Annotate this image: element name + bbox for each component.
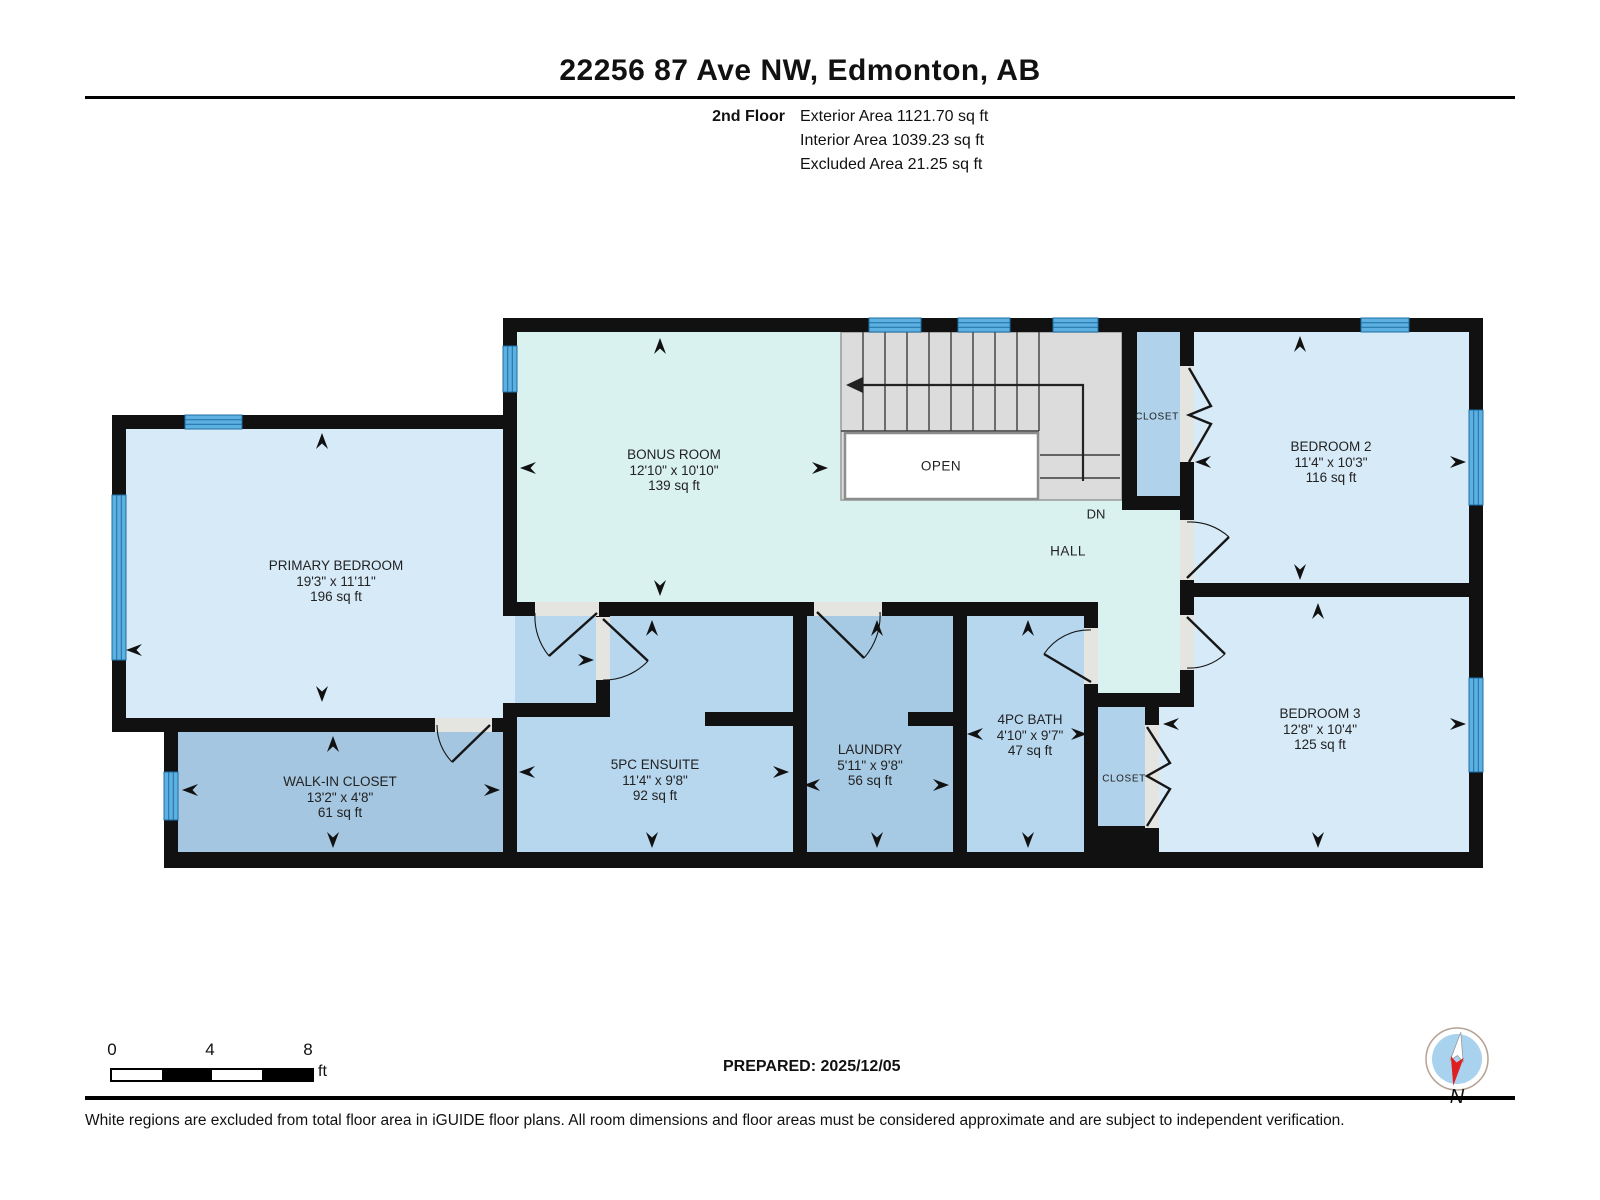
stairs: [841, 332, 1122, 500]
scale-segment: [162, 1070, 212, 1080]
room-dims: 5'11" x 9'8": [837, 757, 903, 773]
room-label-ensuite: [611, 757, 700, 804]
room-label-bath: [997, 712, 1064, 759]
room-dims: 11'4" x 9'8": [622, 772, 688, 788]
scale-segment: [112, 1070, 162, 1080]
room-label-bonus-room: [627, 447, 721, 494]
exterior-area: Exterior Area 1121.70 sq ft: [800, 108, 989, 125]
room-dims: 4'10" x 9'7": [996, 727, 1064, 743]
room-label-bedroom-3: [1279, 706, 1360, 753]
room-area: 196 sq ft: [310, 588, 362, 604]
room-name: 4PC BATH: [997, 711, 1063, 727]
room-area: 61 sq ft: [317, 804, 363, 820]
room-name: WALK-IN CLOSET: [283, 773, 397, 789]
room-dims: 12'8" x 10'4": [1282, 721, 1358, 737]
prepared-date: PREPARED: 2025/12/05: [723, 1058, 901, 1075]
room-name: BONUS ROOM: [627, 446, 721, 462]
scale-unit-label: ft: [318, 1063, 327, 1080]
hall-label: HALL: [1050, 543, 1086, 559]
room-area: 92 sq ft: [632, 787, 678, 803]
room-name: BEDROOM 3: [1279, 705, 1361, 721]
room-area: 125 sq ft: [1294, 736, 1346, 752]
floor-closet-bottom: [1096, 705, 1147, 828]
interior-area: Interior Area 1039.23 sq ft: [800, 132, 985, 149]
room-area: 47 sq ft: [1007, 742, 1053, 758]
scale-tick-8: 8: [303, 1040, 313, 1059]
room-dims: 12'10" x 10'10": [629, 462, 719, 478]
page-title: 22256 87 Ave NW, Edmonton, AB: [559, 54, 1041, 87]
closet-top-label: CLOSET: [1135, 411, 1179, 423]
room-label-laundry: [837, 742, 903, 789]
room-name: BEDROOM 2: [1290, 438, 1372, 454]
room-name: LAUNDRY: [837, 741, 903, 757]
open-to-below-label: OPEN: [920, 458, 962, 474]
scale-tick-4: 4: [205, 1040, 215, 1059]
floor-hall-column: [1096, 604, 1180, 693]
stairs-down-label: DN: [1086, 506, 1106, 522]
scale-segment: [262, 1070, 312, 1080]
closet-bottom-label: CLOSET: [1102, 773, 1146, 785]
room-label-walk-in-closet: [283, 774, 397, 821]
room-name: PRIMARY BEDROOM: [268, 557, 404, 573]
room-area: 56 sq ft: [847, 772, 893, 788]
scale-segment: [212, 1070, 262, 1080]
room-label-bedroom-2: [1290, 439, 1371, 486]
footer-divider: [85, 1096, 1515, 1100]
room-dims: 13'2" x 4'8": [306, 789, 374, 805]
room-label-primary-bedroom: [269, 558, 404, 605]
scale-tick-0: 0: [107, 1040, 117, 1059]
room-dims: 11'4" x 10'3": [1294, 454, 1368, 470]
floor-laundry: [805, 614, 955, 854]
scale-bar: [110, 1068, 314, 1082]
room-dims: 19'3" x 11'11": [296, 573, 376, 589]
floor-hall: [841, 500, 1180, 604]
room-name: 5PC ENSUITE: [610, 756, 700, 772]
floor-label: 2nd Floor: [712, 108, 785, 125]
disclaimer-text: White regions are excluded from total floor area in iGUIDE floor plans. All room dimensions and floor areas must be considered approximate and are subject to independent verification.: [85, 1112, 1345, 1129]
excluded-area: Excluded Area 21.25 sq ft: [800, 156, 983, 173]
room-area: 116 sq ft: [1305, 469, 1357, 485]
room-area: 139 sq ft: [648, 477, 700, 493]
